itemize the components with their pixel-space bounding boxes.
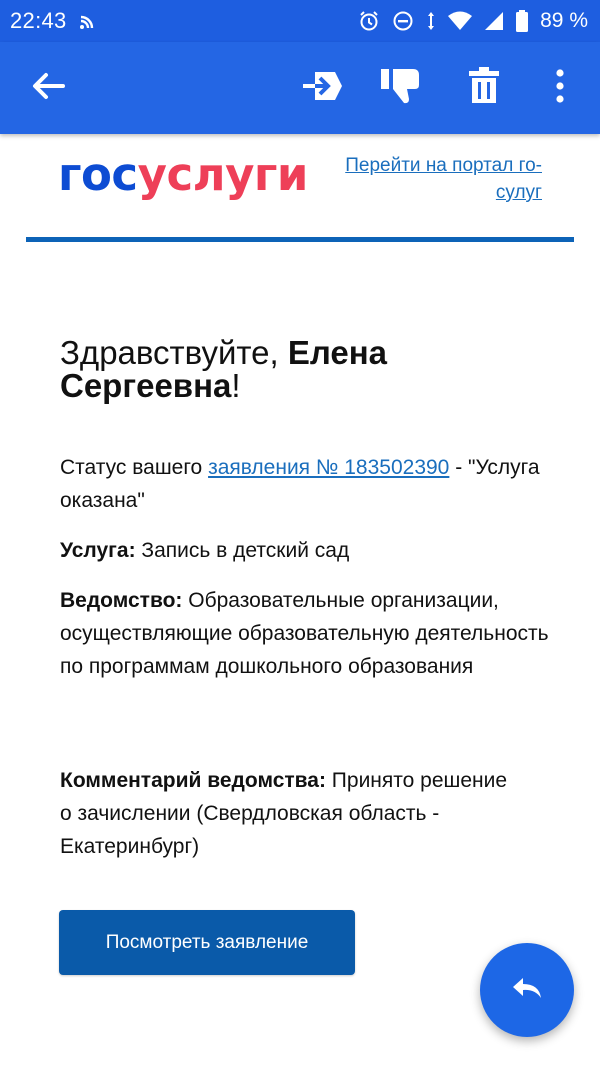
application-status: Статус вашего заявления № 183502390 - "Услуга оказана" bbox=[60, 456, 540, 512]
greeting: Здравствуйте, Елена Сергеевна! bbox=[60, 334, 388, 404]
reply-button[interactable] bbox=[480, 943, 574, 1037]
dislike-button[interactable] bbox=[368, 42, 432, 134]
agency-label: Ведомство: bbox=[60, 589, 183, 612]
back-button[interactable] bbox=[16, 42, 80, 134]
move-to-button[interactable] bbox=[290, 42, 354, 134]
battery-icon bbox=[516, 10, 528, 32]
agency-info bbox=[60, 584, 560, 683]
recipient-name: Елена Сергеевна bbox=[60, 334, 388, 404]
gosuslugi-logo[interactable]: госуслуги bbox=[58, 148, 308, 201]
alarm-icon bbox=[358, 10, 380, 32]
wifi-icon bbox=[448, 11, 472, 31]
delete-button[interactable] bbox=[452, 42, 516, 134]
cast-icon bbox=[79, 12, 97, 30]
more-vert-icon bbox=[555, 69, 565, 108]
service-info bbox=[60, 534, 560, 567]
header-divider bbox=[26, 237, 574, 242]
arrow-left-icon bbox=[31, 71, 65, 106]
signal-icon bbox=[484, 11, 504, 31]
reply-icon bbox=[511, 976, 543, 1005]
agency-value: Образовательные организации, осуществляющие образовательную деятельность по программам дошкольного образования bbox=[60, 589, 549, 678]
app-bar bbox=[0, 42, 600, 134]
trash-icon bbox=[467, 67, 501, 110]
status-time: 22:43 bbox=[10, 8, 67, 33]
view-application-button[interactable]: Посмотреть заявление bbox=[59, 910, 355, 975]
portal-link[interactable]: Перейти на портал го- сулуг bbox=[345, 155, 542, 203]
do-not-disturb-icon bbox=[392, 10, 414, 32]
more-options-button[interactable] bbox=[528, 42, 592, 134]
email-header bbox=[28, 134, 574, 238]
move-to-inbox-icon bbox=[301, 70, 343, 107]
comment-value: Принято решение о зачислении (Свердловская область - Екатеринбург) bbox=[60, 769, 508, 858]
status-bar bbox=[0, 0, 600, 42]
service-value: Запись в детский сад bbox=[135, 539, 350, 562]
battery-percent: 89 % bbox=[540, 9, 588, 32]
service-label: Услуга: bbox=[60, 539, 136, 562]
application-link[interactable]: заявления № 183502390 bbox=[208, 456, 450, 479]
data-transfer-icon bbox=[426, 10, 436, 32]
comment-label: Комментарий ведомства: bbox=[60, 769, 326, 792]
agency-comment bbox=[60, 764, 520, 863]
thumb-down-icon bbox=[379, 67, 421, 110]
